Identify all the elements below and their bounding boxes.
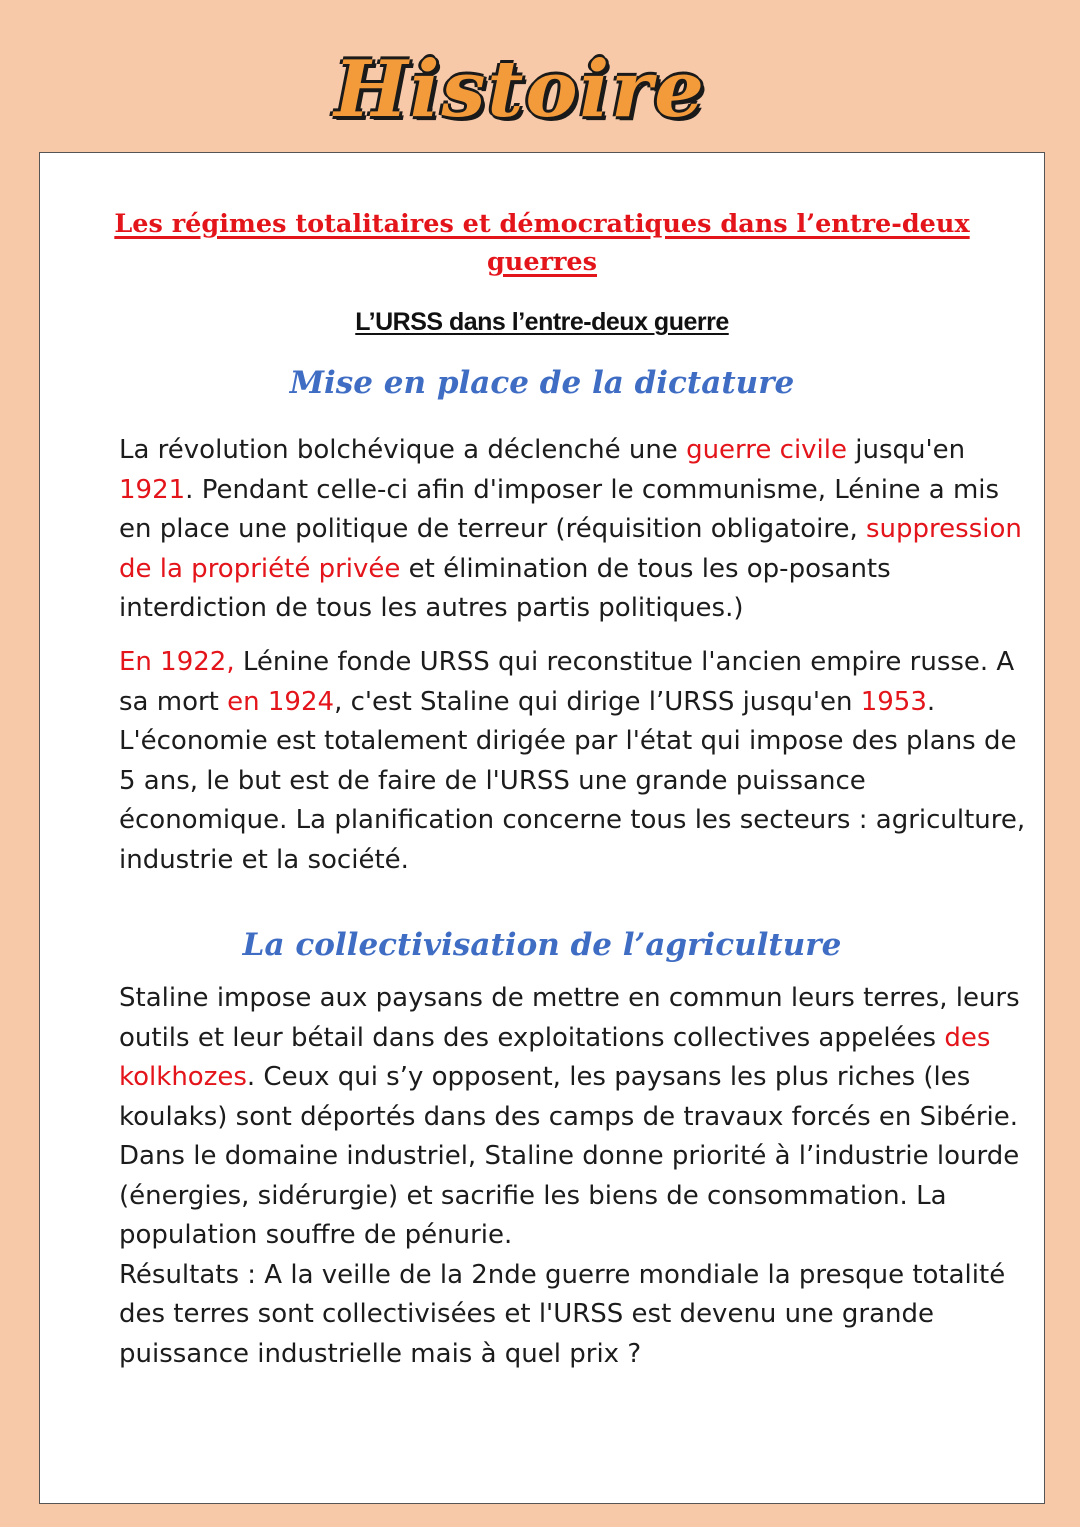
document-subtitle: L’URSS dans l’entre-deux guerre <box>355 308 729 336</box>
logo-text: Histoire <box>334 44 706 135</box>
text-segment: La révolution bolchévique a déclenché une <box>119 435 687 465</box>
text-segment: . L'économie est totalement dirigée par l'état qui impose des plans de 5 ans, le but est de faire de l'URSS une grande puissance économique. La planification concerne tous les secteurs : agriculture, industrie et la société. <box>119 686 1026 875</box>
paragraph-collectivisation <box>119 979 1029 1374</box>
highlight-1922: En 1922, <box>119 647 235 677</box>
histoire-logo <box>0 40 1080 150</box>
section-heading-collectivisation: La collectivisation de l’agriculture <box>242 927 842 963</box>
text-segment: , c'est Staline qui dirige l’URSS jusqu'en <box>334 686 861 717</box>
text-resultats: Résultats : A la veille de la 2nde guerre mondiale la presque totalité des terres sont collectivisées et l'URSS est devenu une grande puissance industrielle mais à quel prix ? <box>119 1259 1006 1369</box>
text-segment: . Pendant celle-ci afin d'imposer le communisme, Lénine a mis en place une politique de terreur (réquisition obligatoire, <box>119 474 1000 544</box>
text-segment: Lénine fonde URSS qui reconstitue l'ancien empire russe. A sa mort <box>119 647 1015 717</box>
text-segment: Staline impose aux paysans de mettre en commun leurs terres, leurs outils et leur bétail dans des exploitations collectives appelées <box>119 983 1020 1053</box>
highlight-1924: en 1924 <box>227 686 335 717</box>
paragraph-urss-staline <box>119 643 1029 880</box>
text-segment: et élimination de tous les op-posants interdiction de tous les autres partis politiques.) <box>119 553 891 623</box>
text-segment: . Ceux qui s’y opposent, les paysans les plus riches (les koulaks) sont déportés dans des camps de travaux forcés en Sibérie. <box>119 1062 1019 1132</box>
text-industrie: Dans le domaine industriel, Staline donne priorité à l’industrie lourde (énergies, sidérurgie) et sacrifie les biens de consommation. La population souffre de pénurie. <box>119 1141 1020 1250</box>
highlight-1953: 1953 <box>860 686 927 717</box>
paragraph-revolution <box>119 431 1029 629</box>
highlight-kolkhozes: des kolkhozes <box>119 1022 991 1092</box>
document-title: Les régimes totalitaires et démocratiques dans l’entre-deux guerres <box>114 209 970 277</box>
section-heading-dictature: Mise en place de la dictature <box>289 365 795 401</box>
highlight-propriete-privee: suppression de la propriété privée <box>119 514 1022 584</box>
text-segment: jusqu'en <box>847 435 966 465</box>
highlight-guerre-civile: guerre civile <box>686 435 848 465</box>
highlight-1921: 1921 <box>119 474 186 505</box>
document-card <box>39 152 1045 1504</box>
